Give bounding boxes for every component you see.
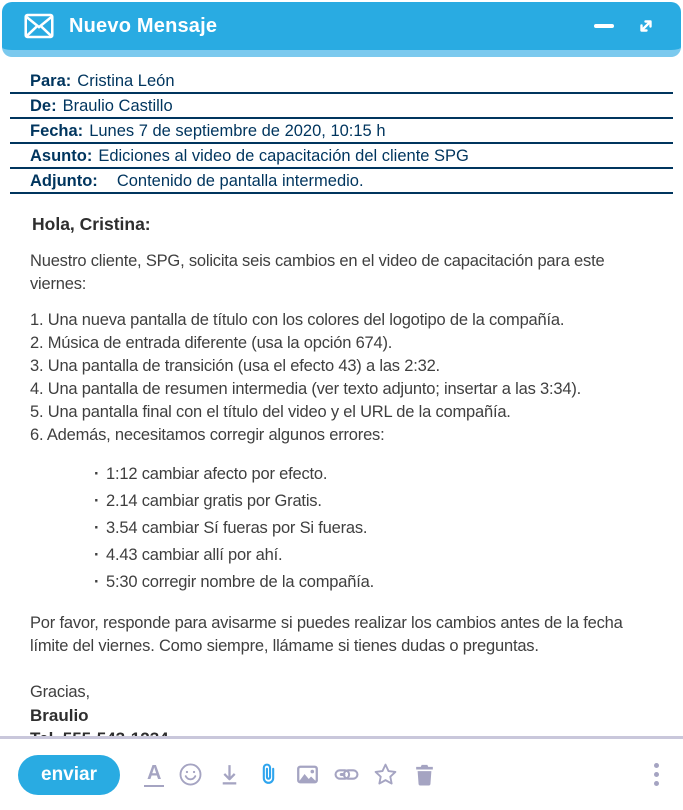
bullet-list — [94, 461, 653, 596]
list-item: · 4.43 cambiar allí por ahí. — [94, 542, 653, 569]
emoji-icon — [178, 762, 203, 787]
field-row-fecha — [10, 119, 673, 144]
star-button[interactable] — [371, 760, 400, 789]
envelope-icon — [24, 13, 54, 39]
attachment-button[interactable] — [254, 760, 283, 789]
list-item: 4. Una pantalla de resumen intermedia (ver texto adjunto; insertar a las 3:34). — [30, 380, 582, 398]
list-item: · 2.14 cambiar gratis por Gratis. — [94, 488, 653, 515]
field-label-para: Para: — [30, 72, 72, 90]
field-label-adjunto: Adjunto: — [30, 172, 98, 190]
trash-button[interactable] — [410, 760, 439, 789]
numbered-list — [30, 309, 653, 447]
list-item: 3. Una pantalla de transición (usa el efecto 43) a las 2:32. — [30, 357, 440, 375]
field-value-de[interactable]: Braulio Castillo — [62, 97, 173, 115]
download-icon — [217, 762, 242, 787]
field-label-asunto: Asunto: — [30, 147, 93, 165]
more-options-button[interactable] — [648, 757, 665, 792]
list-item: · 5:30 corregir nombre de la compañía. — [94, 569, 653, 596]
compose-toolbar — [0, 736, 683, 810]
field-value-adjunto[interactable]: Contenido de pantalla intermedio. — [116, 172, 364, 190]
attachment-icon — [256, 762, 281, 787]
field-value-asunto[interactable]: Ediciones al video de capacitación del cliente SPG — [98, 147, 469, 165]
trash-icon — [412, 762, 437, 787]
list-item: 1. Una nueva pantalla de título con los colores del logotipo de la compañía. — [30, 311, 565, 329]
field-row-asunto — [10, 144, 673, 169]
minimize-button[interactable] — [591, 21, 617, 31]
signature-name: Braulio — [30, 706, 89, 725]
message-body[interactable] — [0, 214, 683, 750]
field-value-para[interactable]: Cristina León — [77, 72, 175, 90]
field-label-de: De: — [30, 97, 57, 115]
window-controls — [591, 13, 659, 39]
toolbar-icons — [142, 760, 439, 789]
download-button[interactable] — [215, 760, 244, 789]
star-icon — [373, 762, 398, 787]
closing-paragraph: Por favor, responde para avisarme si puedes realizar los cambios antes de la fecha límite del viernes. Como siempre, llámame si tienes dudas o preguntas. — [30, 614, 623, 655]
link-button[interactable] — [332, 760, 361, 789]
image-icon — [295, 762, 320, 787]
email-header-fields — [10, 69, 673, 194]
titlebar — [2, 2, 681, 57]
list-item: · 3.54 cambiar Sí fueras por Si fueras. — [94, 515, 653, 542]
list-item: · 1:12 cambiar afecto por efecto. — [94, 461, 653, 488]
intro-paragraph: Nuestro cliente, SPG, solicita seis cambios en el video de capacitación para este viernes: — [30, 252, 605, 293]
field-row-de — [10, 94, 673, 119]
format-text-icon: A — [144, 763, 164, 787]
expand-icon — [636, 16, 656, 36]
list-item: 6. Además, necesitamos corregir algunos errores: — [30, 426, 385, 444]
list-item: 2. Música de entrada diferente (usa la opción 674). — [30, 334, 393, 352]
format-text-button[interactable] — [142, 761, 166, 789]
minimize-icon — [594, 24, 614, 28]
field-value-fecha[interactable]: Lunes 7 de septiembre de 2020, 10:15 h — [89, 122, 386, 140]
send-button[interactable]: enviar — [18, 755, 120, 795]
field-label-fecha: Fecha: — [30, 122, 84, 140]
window-title: Nuevo Mensaje — [69, 14, 218, 37]
emoji-button[interactable] — [176, 760, 205, 789]
link-icon — [334, 762, 359, 787]
list-item: 5. Una pantalla final con el título del video y el URL de la compañía. — [30, 403, 511, 421]
expand-button[interactable] — [633, 13, 659, 39]
signoff: Gracias, — [30, 683, 90, 701]
field-row-adjunto — [10, 169, 673, 194]
image-button[interactable] — [293, 760, 322, 789]
field-row-para — [10, 69, 673, 94]
kebab-icon — [654, 763, 659, 768]
greeting: Hola, Cristina: — [32, 214, 151, 234]
